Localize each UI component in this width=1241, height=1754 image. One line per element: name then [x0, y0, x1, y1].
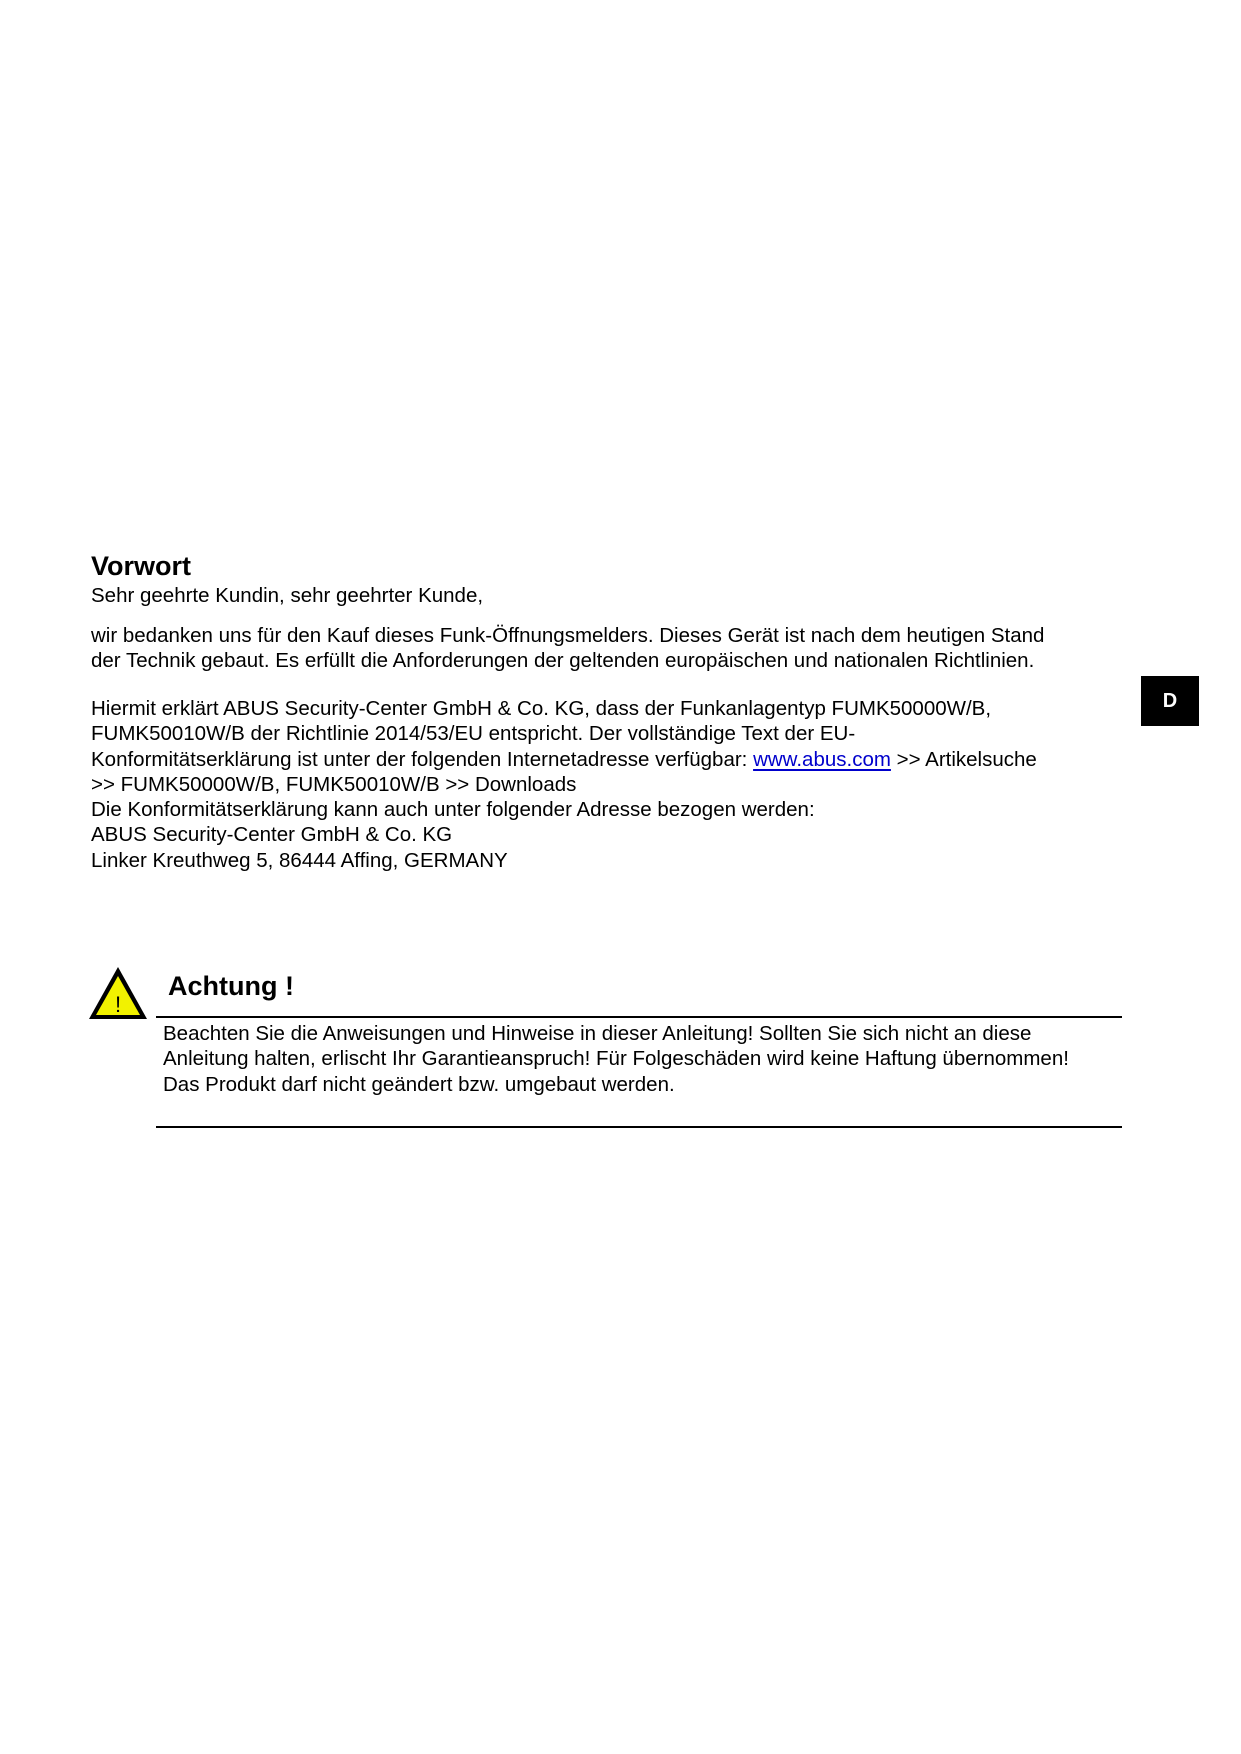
declaration-paragraph	[91, 696, 1037, 873]
intro-line: wir bedanken uns für den Kauf dieses Funk-Öffnungsmelders. Dieses Gerät ist nach dem heutigen Stand	[91, 624, 1045, 647]
declaration-text: Konformitätserklärung ist unter der folgenden Internetadresse verfügbar:	[91, 747, 754, 771]
warning-line: Beachten Sie die Anweisungen und Hinweise in dieser Anleitung! Sollten Sie sich nicht an diese	[163, 1022, 1032, 1045]
warning-title: Achtung !	[168, 971, 294, 1001]
declaration-text: >> Artikelsuche	[890, 747, 1037, 771]
declaration-line: Die Konformitätserklärung kann auch unter folgender Adresse bezogen werden:	[91, 798, 815, 822]
divider-top	[156, 1016, 1122, 1018]
declaration-line: >> FUMK50000W/B, FUMK50010W/B >> Downloads	[91, 772, 577, 796]
website-link[interactable]: www.abus.com	[753, 747, 891, 771]
divider-bottom	[156, 1126, 1122, 1128]
svg-text:!: !	[114, 992, 122, 1017]
company-name: ABUS Security-Center GmbH & Co. KG	[91, 823, 453, 847]
declaration-line: FUMK50010W/B der Richtlinie 2014/53/EU entspricht. Der vollständige Text der EU-	[91, 722, 856, 746]
warning-line: Anleitung halten, erlischt Ihr Garantieanspruch! Für Folgeschäden wird keine Haftung übernommen!	[163, 1047, 1069, 1071]
declaration-line	[91, 747, 1037, 772]
greeting: Sehr geehrte Kundin, sehr geehrter Kunde,	[91, 584, 484, 607]
language-tab: D	[1141, 676, 1199, 726]
company-address: Linker Kreuthweg 5, 86444 Affing, GERMANY	[91, 848, 508, 872]
page-title: Vorwort	[91, 551, 191, 581]
warning-triangle-icon	[86, 964, 150, 1022]
warning-text	[163, 1021, 1069, 1097]
intro-paragraph	[91, 623, 1044, 674]
intro-line: der Technik gebaut. Es erfüllt die Anforderungen der geltenden europäischen und nationalen Richtlinien.	[91, 649, 1035, 673]
declaration-line: Hiermit erklärt ABUS Security-Center GmbH & Co. KG, dass der Funkanlagentyp FUMK50000W/B,	[91, 697, 992, 720]
warning-line: Das Produkt darf nicht geändert bzw. umgebaut werden.	[163, 1072, 675, 1096]
